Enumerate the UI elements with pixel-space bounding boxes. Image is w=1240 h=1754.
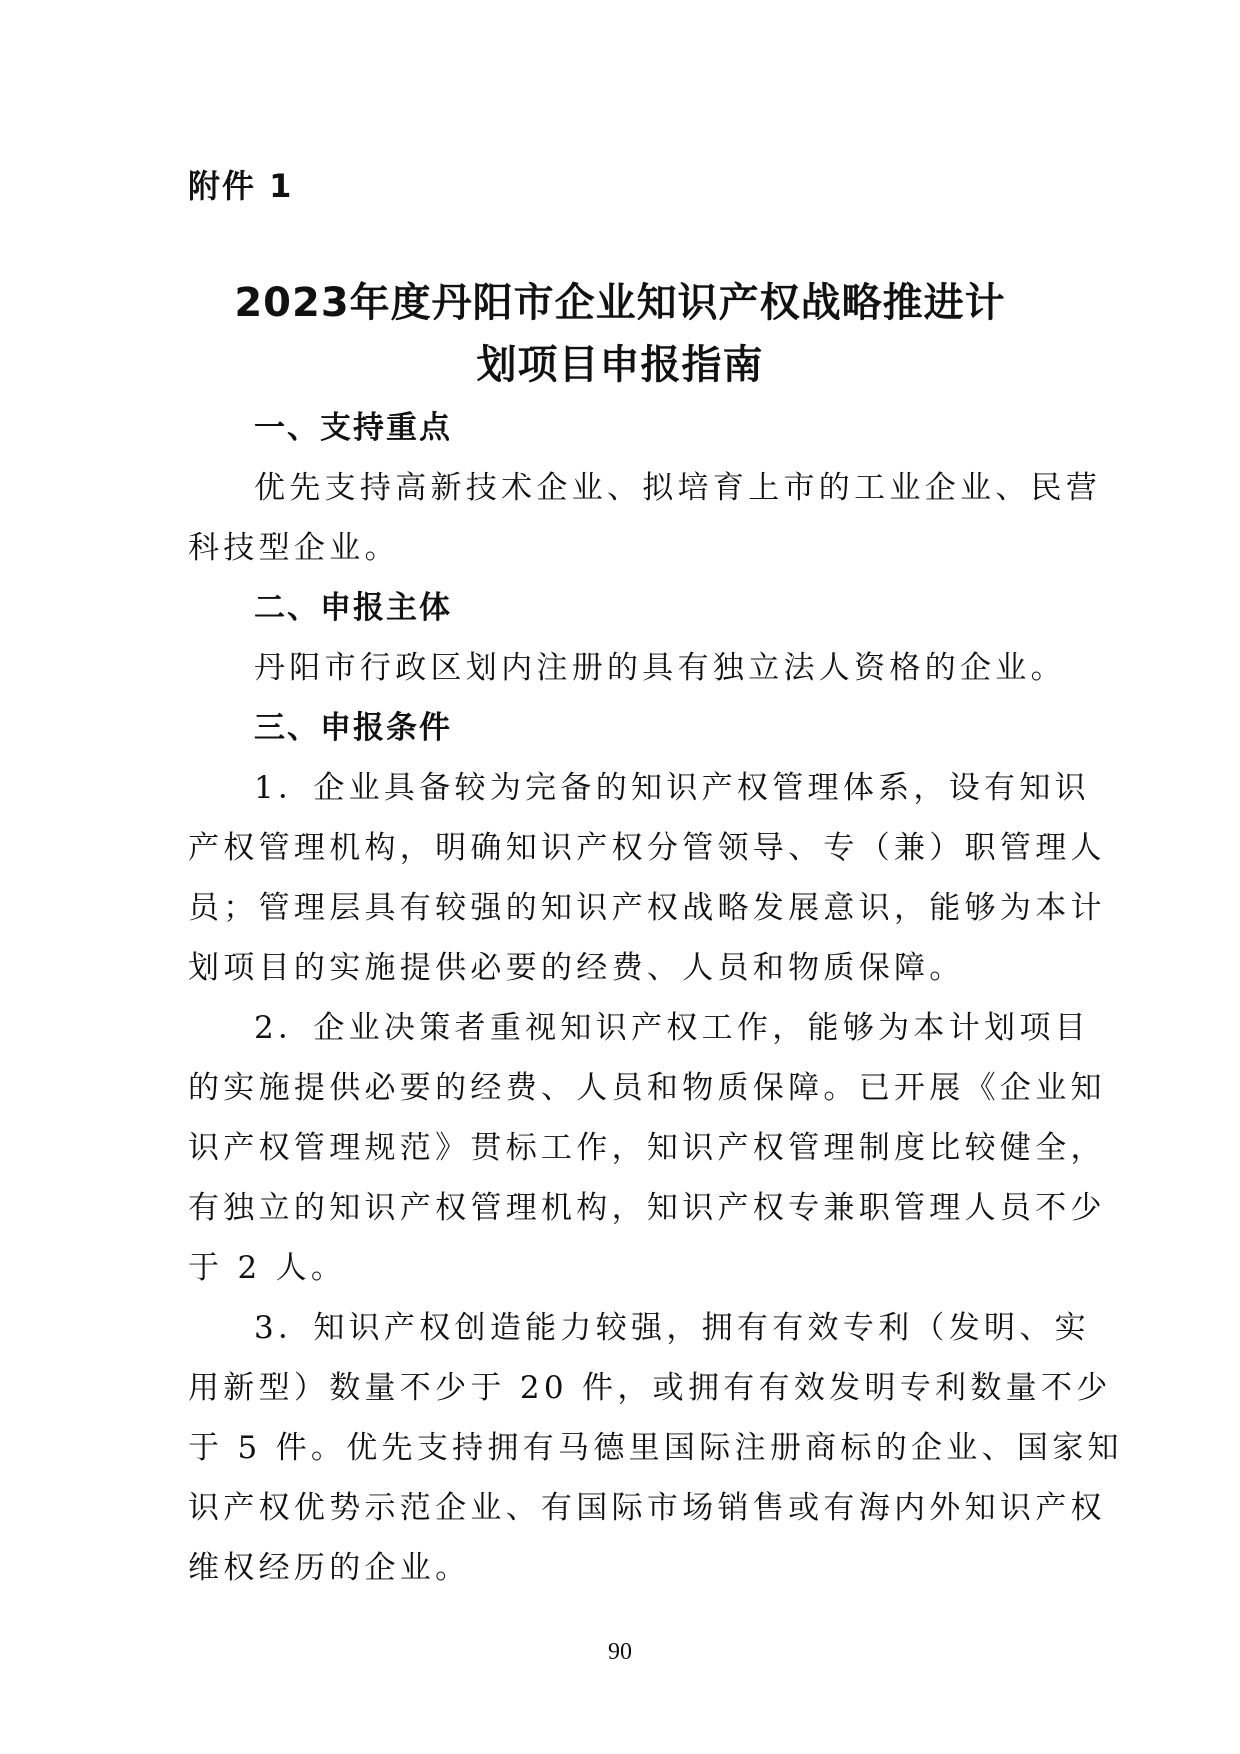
condition-2-line: 2．企业决策者重视知识产权工作，能够为本计划项目: [254, 1010, 1090, 1046]
paragraph-line: 优先支持高新技术企业、拟培育上市的工业企业、民营: [254, 470, 1102, 506]
paragraph-line: 丹阳市行政区划内注册的具有独立法人资格的企业。: [254, 650, 1066, 686]
section-heading-support-focus: 一、支持重点: [254, 410, 452, 446]
condition-2-line: 的实施提供必要的经费、人员和物质保障。已开展《企业知: [188, 1070, 1106, 1106]
condition-3-line: 3．知识产权创造能力较强，拥有有效专利（发明、实: [254, 1310, 1090, 1346]
document-title-line-2: 划项目申报指南: [476, 342, 764, 388]
document-title-line-1: 2023年度丹阳市企业知识产权战略推进计: [234, 280, 1006, 326]
section-heading-conditions: 三、申报条件: [254, 710, 452, 746]
condition-3-line: 维权经历的企业。: [188, 1550, 471, 1586]
condition-1-line: 产权管理机构，明确知识产权分管领导、专（兼）职管理人: [188, 830, 1106, 866]
attachment-label: 附件 1: [188, 167, 294, 205]
condition-2-line: 于 2 人。: [188, 1250, 347, 1286]
condition-3-line: 于 5 件。优先支持拥有马德里国际注册商标的企业、国家知: [188, 1430, 1123, 1466]
page-number: 90: [608, 1639, 632, 1665]
condition-3-line: 识产权优势示范企业、有国际市场销售或有海内外知识产权: [188, 1490, 1106, 1526]
condition-3-line: 用新型）数量不少于 20 件，或拥有有效发明专利数量不少: [188, 1370, 1112, 1406]
condition-2-line: 识产权管理规范》贯标工作，知识产权管理制度比较健全，: [188, 1130, 1106, 1166]
condition-2-line: 有独立的知识产权管理机构，知识产权专兼职管理人员不少: [188, 1190, 1106, 1226]
paragraph-line: 科技型企业。: [188, 530, 400, 566]
section-heading-applicant: 二、申报主体: [254, 590, 452, 626]
condition-1-line: 划项目的实施提供必要的经费、人员和物质保障。: [188, 950, 965, 986]
condition-1-line: 员；管理层具有较强的知识产权战略发展意识，能够为本计: [188, 890, 1106, 926]
condition-1-line: 1．企业具备较为完备的知识产权管理体系，设有知识: [254, 770, 1090, 806]
